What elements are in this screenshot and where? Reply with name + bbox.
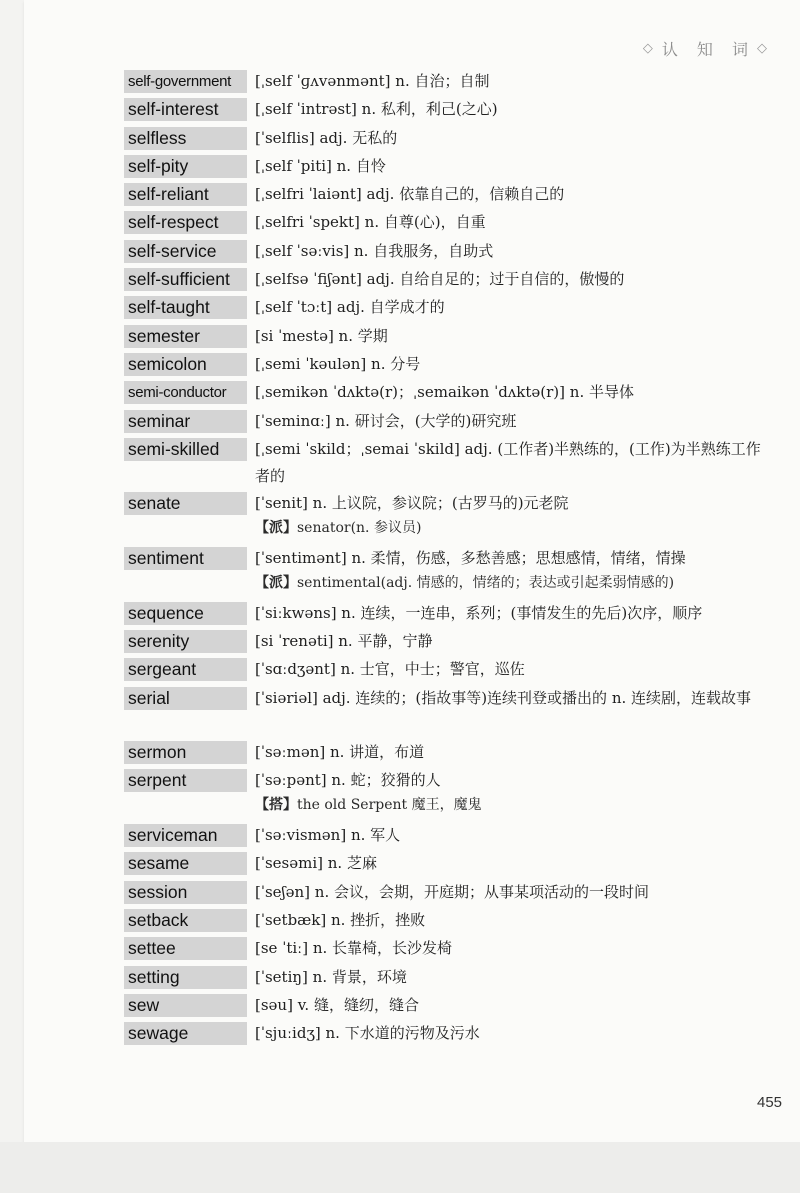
scan-margin xyxy=(0,1142,800,1193)
diamond-icon: ◇ xyxy=(642,41,653,56)
headword: serviceman xyxy=(124,824,247,847)
definition: [ˌsemikən ˈdʌktə(r)；ˌsemaikən ˈdʌktə(r)] n. 半导体 xyxy=(255,383,634,402)
headword: senate xyxy=(124,492,247,515)
vocab-entry xyxy=(124,155,774,183)
definition: [ˈsetiŋ] n. 背景，环境 xyxy=(255,967,407,986)
definition: [ˈsiːkwəns] n. 连续，一连串，系列；(事情发生的先后)次序，顺序 xyxy=(255,603,703,622)
definition: [ˌself ˈintrəst] n. 私利，利己(之心) xyxy=(255,100,498,119)
vocab-entry xyxy=(124,240,774,268)
section-header xyxy=(643,37,767,60)
definition: [ˈsəːpənt] n. 蛇；狡猾的人 xyxy=(255,771,441,790)
definition: [si ˈrenəti] n. 平静，宁静 xyxy=(255,631,433,650)
definition: [ˌself ˈpiti] n. 自怜 xyxy=(255,156,386,175)
headword: settee xyxy=(124,937,247,960)
vocab-entry xyxy=(124,994,774,1022)
headword: sewage xyxy=(124,1022,247,1045)
page-number: 455 xyxy=(757,1094,783,1111)
definition: [ˈsəːmən] n. 讲道，布道 xyxy=(255,743,425,762)
headword: self-pity xyxy=(124,155,247,178)
headword: serpent xyxy=(124,769,247,792)
headword: self-respect xyxy=(124,211,247,234)
vocab-entry xyxy=(124,1022,774,1050)
definition: [ˌselfri ˈspekt] n. 自尊(心)，自重 xyxy=(255,213,486,232)
vocab-entry xyxy=(124,909,774,937)
collocation xyxy=(255,792,774,819)
vocab-entry xyxy=(124,296,774,324)
vocab-entry xyxy=(124,966,774,994)
definition: [ˌself ˈsəːvis] n. 自我服务，自助式 xyxy=(255,241,494,260)
definition: [ˈsenit] n. 上议院，参议院；(古罗马的)元老院 xyxy=(255,494,569,513)
vocab-entry xyxy=(124,438,774,493)
definition: [si ˈmestə] n. 学期 xyxy=(255,326,388,345)
definition: [ˈsiəriəl] adj. 连续的；(指故事等)连续刊登或播出的 n. 连续剧，连载故事 xyxy=(255,688,752,707)
vocab-entry xyxy=(124,769,774,824)
headword: serial xyxy=(124,687,247,710)
vocab-entry xyxy=(124,410,774,438)
derived-word xyxy=(255,515,774,542)
headword: serenity xyxy=(124,630,247,653)
headword: setback xyxy=(124,909,247,932)
collocation-text: the old Serpent 魔王，魔鬼 xyxy=(297,797,482,814)
definition: [ˈsɑːdʒənt] n. 士官，中士；警官，巡佐 xyxy=(255,660,525,679)
headword: setting xyxy=(124,966,247,989)
vocab-entry xyxy=(124,937,774,965)
headword: semi-skilled xyxy=(124,438,247,461)
headword: self-sufficient xyxy=(124,268,247,291)
definition: [ˌsemi ˈskild；ˌsemai ˈskild] adj. (工作者)半熟练的，(工作)为半熟练工作者的 xyxy=(255,439,761,485)
headword: self-government xyxy=(124,70,247,93)
definition: [ˌselfsə ˈfiʃənt] adj. 自给自足的；过于自信的，傲慢的 xyxy=(255,270,625,289)
vocab-entry xyxy=(124,852,774,880)
vocab-entry xyxy=(124,881,774,909)
definition: [ˌself ˈɡʌvənmənt] n. 自治；自制 xyxy=(255,72,490,90)
vocab-entry xyxy=(124,824,774,852)
definition: [ˈsjuːidʒ] n. 下水道的污物及污水 xyxy=(255,1024,480,1043)
headword: sequence xyxy=(124,602,247,625)
derivation-tag: 【派】 xyxy=(255,575,297,592)
definition: [ˌsemi ˈkəulən] n. 分号 xyxy=(255,354,421,373)
vocab-entry xyxy=(124,741,774,769)
definition: [ˌselfri ˈlaiənt] adj. 依靠自己的，信赖自己的 xyxy=(255,185,565,204)
headword: self-service xyxy=(124,240,247,263)
headword: session xyxy=(124,881,247,904)
derived-word xyxy=(255,570,774,597)
headword: semicolon xyxy=(124,353,247,376)
definition: [ˈsesəmi] n. 芝麻 xyxy=(255,854,377,873)
headword: self-reliant xyxy=(124,183,247,206)
collocation-tag: 【搭】 xyxy=(255,797,297,814)
vocab-entry xyxy=(124,325,774,353)
vocab-entry xyxy=(124,353,774,381)
vocab-entry xyxy=(124,183,774,211)
section-title: 认 知 词 xyxy=(661,40,755,59)
headword: sesame xyxy=(124,852,247,875)
vocab-entry xyxy=(124,98,774,126)
vocab-entry xyxy=(124,381,774,409)
headword: self-taught xyxy=(124,296,247,319)
diamond-icon: ◇ xyxy=(757,41,767,56)
definition: [ˌself ˈtɔːt] adj. 自学成才的 xyxy=(255,298,445,317)
derived-text: sentimental(adj. 情感的，情绪的；表达或引起柔弱情感的) xyxy=(297,575,675,592)
definition: [se ˈtiː] n. 长靠椅，长沙发椅 xyxy=(255,939,453,958)
definition: [ˈsetbæk] n. 挫折，挫败 xyxy=(255,910,426,929)
headword: self-interest xyxy=(124,98,247,121)
vocab-entry xyxy=(124,127,774,155)
vocab-entry xyxy=(124,658,774,686)
vocab-entry xyxy=(124,547,774,602)
vocabulary-list xyxy=(124,70,774,1050)
definition: [ˈseʃən] n. 会议，会期，开庭期；从事某项活动的一段时间 xyxy=(255,882,649,901)
definition: [ˈseminɑː] n. 研讨会，(大学的)研究班 xyxy=(255,411,517,430)
headword: sentiment xyxy=(124,547,247,570)
derived-text: senator(n. 参议员) xyxy=(297,520,422,537)
headword: sergeant xyxy=(124,658,247,681)
vocab-entry xyxy=(124,630,774,658)
headword: semester xyxy=(124,325,247,348)
headword: seminar xyxy=(124,410,247,433)
definition: [ˈsəːvismən] n. 军人 xyxy=(255,826,401,845)
headword: selfless xyxy=(124,127,247,150)
vocab-entry xyxy=(124,492,774,547)
definition: [ˈsentimənt] n. 柔情，伤感，多愁善感；思想感情，情绪，情操 xyxy=(255,549,686,568)
headword: sew xyxy=(124,994,247,1017)
vocab-entry xyxy=(124,602,774,630)
vocab-entry xyxy=(124,687,774,742)
headword: semi-conductor xyxy=(124,381,247,404)
vocab-entry xyxy=(124,70,774,98)
derivation-tag: 【派】 xyxy=(255,520,297,537)
headword: sermon xyxy=(124,741,247,764)
vocab-entry xyxy=(124,211,774,239)
definition: [səu] v. 缝，缝纫，缝合 xyxy=(255,995,419,1014)
definition: [ˈselflis] adj. 无私的 xyxy=(255,128,398,147)
vocab-entry xyxy=(124,268,774,296)
